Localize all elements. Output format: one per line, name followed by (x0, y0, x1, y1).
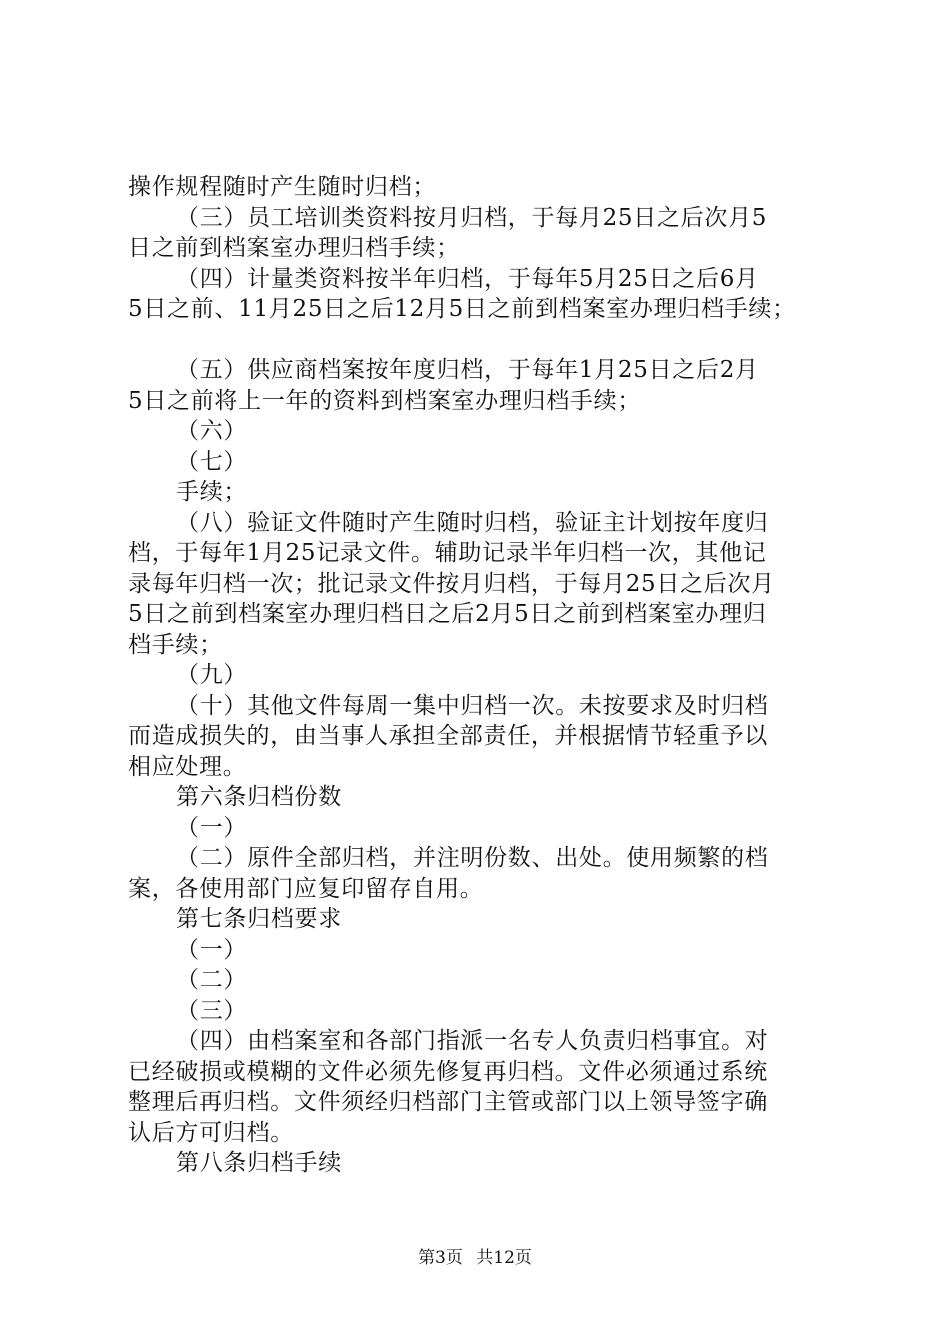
document-body (128, 172, 834, 1179)
text-line: （三） (176, 997, 248, 1024)
text-line: （九） (176, 662, 248, 688)
text-line: 档手续； (128, 631, 223, 658)
text-line: 案，各使用部门应复印留存自用。 (128, 875, 484, 902)
text-line: 手续； (176, 479, 248, 505)
text-line: 录每年归档一次；批记录文件按月归档，于每月25日之后次月 (128, 570, 775, 597)
text-line: 相应处理。 (128, 753, 247, 780)
text-line: （二） (176, 967, 248, 993)
text-line: 档，于每年1月25记录文件。辅助记录半年归档一次，其他记 (128, 540, 767, 566)
page-total: 共12页 (476, 1248, 532, 1268)
text-line: （二）原件全部归档，并注明份数、出处。使用频繁的档 (176, 845, 769, 871)
text-line: 操作规程随时产生随时归档； (128, 174, 437, 200)
text-line: 5日之前到档案室办理归档日之后2月5日之前到档案室办理归 (128, 601, 767, 627)
text-line: 而造成损失的，由当事人承担全部责任，并根据情节轻重予以 (128, 723, 768, 749)
section-heading: 第八条归档手续 (176, 1150, 342, 1176)
section-heading: 第七条归档要求 (176, 906, 342, 932)
text-line: （八）验证文件随时产生随时归档，验证主计划按年度归 (176, 509, 769, 536)
text-line: （三）员工培训类资料按月归档，于每月25日之后次月5 (176, 204, 768, 231)
text-line: （一） (176, 936, 248, 963)
blank-line (128, 325, 834, 356)
text-line: （六） (176, 418, 248, 444)
text-line: （七） (176, 448, 248, 475)
text-line: 整理后再归档。文件须经归档部门主管或部门以上领导签字确 (128, 1089, 768, 1115)
page-footer (0, 1243, 950, 1268)
text-line: （五）供应商档案按年度归档，于每年1月25日之后2月 (176, 357, 759, 383)
text-line: 5日之前、11月25日之后12月5日之前到档案室办理归档手续； (128, 296, 796, 322)
text-line: （十）其他文件每周一集中归档一次。未按要求及时归档 (176, 692, 769, 719)
text-line: （一） (176, 814, 248, 841)
text-line: （四）计量类资料按半年归档，于每年5月25日之后6月 (176, 265, 759, 292)
section-heading: 第六条归档份数 (176, 784, 342, 810)
text-line: 认后方可归档。 (128, 1119, 294, 1146)
text-line: （四）由档案室和各部门指派一名专人负责归档事宜。对 (176, 1028, 769, 1054)
text-line: 日之前到档案室办理归档手续； (128, 235, 460, 261)
text-line: 5日之前将上一年的资料到档案室办理归档手续； (128, 387, 642, 414)
text-line: 已经破损或模糊的文件必须先修复再归档。文件必须通过系统 (128, 1058, 768, 1085)
page-number: 第3页 (418, 1248, 463, 1268)
